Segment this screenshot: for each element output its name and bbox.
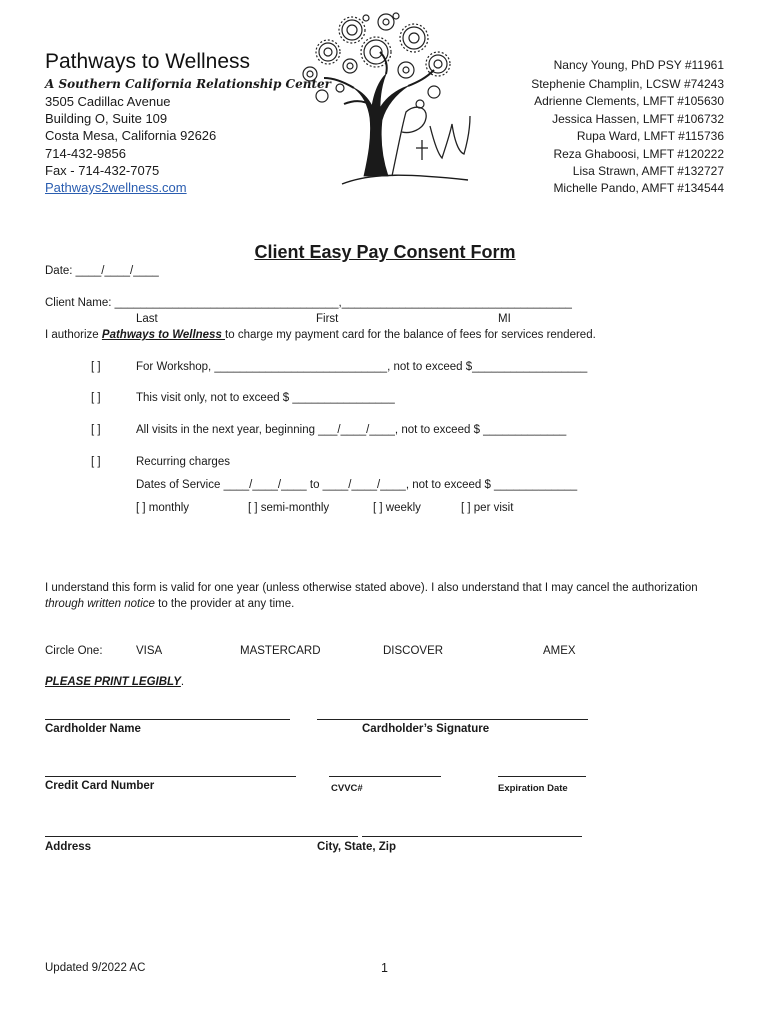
card-option-visa[interactable]: VISA <box>136 645 163 657</box>
date-field[interactable]: Date: ____/____/____ <box>45 265 159 277</box>
name-label-mi: MI <box>498 313 511 325</box>
client-name-field[interactable]: Client Name: ___________________________________,____________________________________ <box>45 297 572 309</box>
provider-4: Jessica Hassen, LMFT #106732 <box>552 112 724 126</box>
credit-card-number-label: Credit Card Number <box>45 780 155 792</box>
expiration-date-label: Expiration Date <box>498 783 568 794</box>
per-visit-checkbox[interactable]: [ ] per visit <box>461 502 514 514</box>
expiration-date-line[interactable] <box>498 776 586 777</box>
recurring-option: Recurring charges <box>136 456 230 468</box>
address-line-3: Costa Mesa, California 92626 <box>45 128 217 143</box>
credit-card-number-line[interactable] <box>45 776 296 777</box>
print-legibly-text: PLEASE PRINT LEGIBLY <box>45 676 181 688</box>
org-tagline: A Southern California Relationship Center <box>45 77 331 91</box>
city-state-zip-label: City, State, Zip <box>317 841 397 853</box>
name-label-last: Last <box>136 313 158 325</box>
org-name: Pathways to Wellness <box>45 50 251 73</box>
understand-line-2 <box>45 598 294 610</box>
authorize-pre: I authorize <box>45 329 102 341</box>
cardholder-name-line[interactable] <box>45 719 290 720</box>
print-legibly-period: . <box>180 676 185 688</box>
fax-number: Fax - 714-432-7075 <box>45 163 160 178</box>
card-option-discover[interactable]: DISCOVER <box>383 645 444 657</box>
provider-8: Michelle Pando, AMFT #134544 <box>553 181 724 195</box>
next-year-option: All visits in the next year, beginning ___/____/____, not to exceed $ _____________ <box>136 424 567 436</box>
provider-1: Nancy Young, PhD PSY #11961 <box>553 58 724 72</box>
provider-7: Lisa Strawn, AMFT #132727 <box>572 164 724 178</box>
phone-number: 714-432-9856 <box>45 146 126 161</box>
workshop-checkbox[interactable]: [ ] <box>91 361 101 373</box>
website-link[interactable]: Pathways2wellness.com <box>45 180 187 195</box>
recurring-checkbox[interactable]: [ ] <box>91 456 101 468</box>
page-number: 1 <box>381 961 388 975</box>
card-option-mastercard[interactable]: MASTERCARD <box>240 645 321 657</box>
authorize-org: Pathways to Wellness <box>101 329 226 341</box>
print-legibly-note <box>45 676 184 688</box>
this-visit-checkbox[interactable]: [ ] <box>91 392 101 404</box>
name-label-first: First <box>316 313 339 325</box>
updated-footer: Updated 9/2022 AC <box>45 962 146 974</box>
address-line-1: 3505 Cadillac Avenue <box>45 94 171 109</box>
logo-tree <box>292 8 478 190</box>
semi-monthly-checkbox[interactable]: [ ] semi-monthly <box>248 502 330 514</box>
authorize-post: to charge my payment card for the balance of fees for services rendered. <box>225 329 596 341</box>
provider-3: Adrienne Clements, LMFT #105630 <box>534 94 724 108</box>
address-line[interactable] <box>45 836 358 837</box>
cardholder-name-label: Cardholder Name <box>45 723 141 735</box>
dates-of-service[interactable]: Dates of Service ____/____/____ to ____/____/____, not to exceed $ _____________ <box>136 479 578 491</box>
this-visit-option: This visit only, not to exceed $ ________________ <box>136 392 395 404</box>
authorization-statement <box>45 329 596 341</box>
address-label: Address <box>45 841 92 853</box>
cvvc-label: CVVC# <box>331 783 363 794</box>
cardholder-signature-label: Cardholder’s Signature <box>362 723 490 735</box>
circle-one-label: Circle One: <box>45 645 103 657</box>
understand-line-1: I understand this form is valid for one year (unless otherwise stated above). I also understand that I may cancel the authorization <box>45 582 698 594</box>
cvvc-line[interactable] <box>329 776 441 777</box>
cardholder-signature-line[interactable] <box>317 719 588 720</box>
understand-line-2-rest: to the provider at any time. <box>154 598 295 610</box>
provider-5: Rupa Ward, LMFT #115736 <box>576 129 724 143</box>
written-notice-text: through written notice <box>45 598 155 610</box>
city-state-zip-line[interactable] <box>362 836 582 837</box>
form-title: Client Easy Pay Consent Form <box>254 242 516 262</box>
provider-6: Reza Ghaboosi, LMFT #120222 <box>553 147 724 161</box>
weekly-checkbox[interactable]: [ ] weekly <box>373 502 421 514</box>
address-line-2: Building O, Suite 109 <box>45 111 168 126</box>
card-option-amex[interactable]: AMEX <box>543 645 576 657</box>
monthly-checkbox[interactable]: [ ] monthly <box>136 502 190 514</box>
workshop-option: For Workshop, ___________________________, not to exceed $__________________ <box>136 361 588 373</box>
next-year-checkbox[interactable]: [ ] <box>91 424 101 436</box>
provider-2: Stephenie Champlin, LCSW #74243 <box>531 77 724 91</box>
